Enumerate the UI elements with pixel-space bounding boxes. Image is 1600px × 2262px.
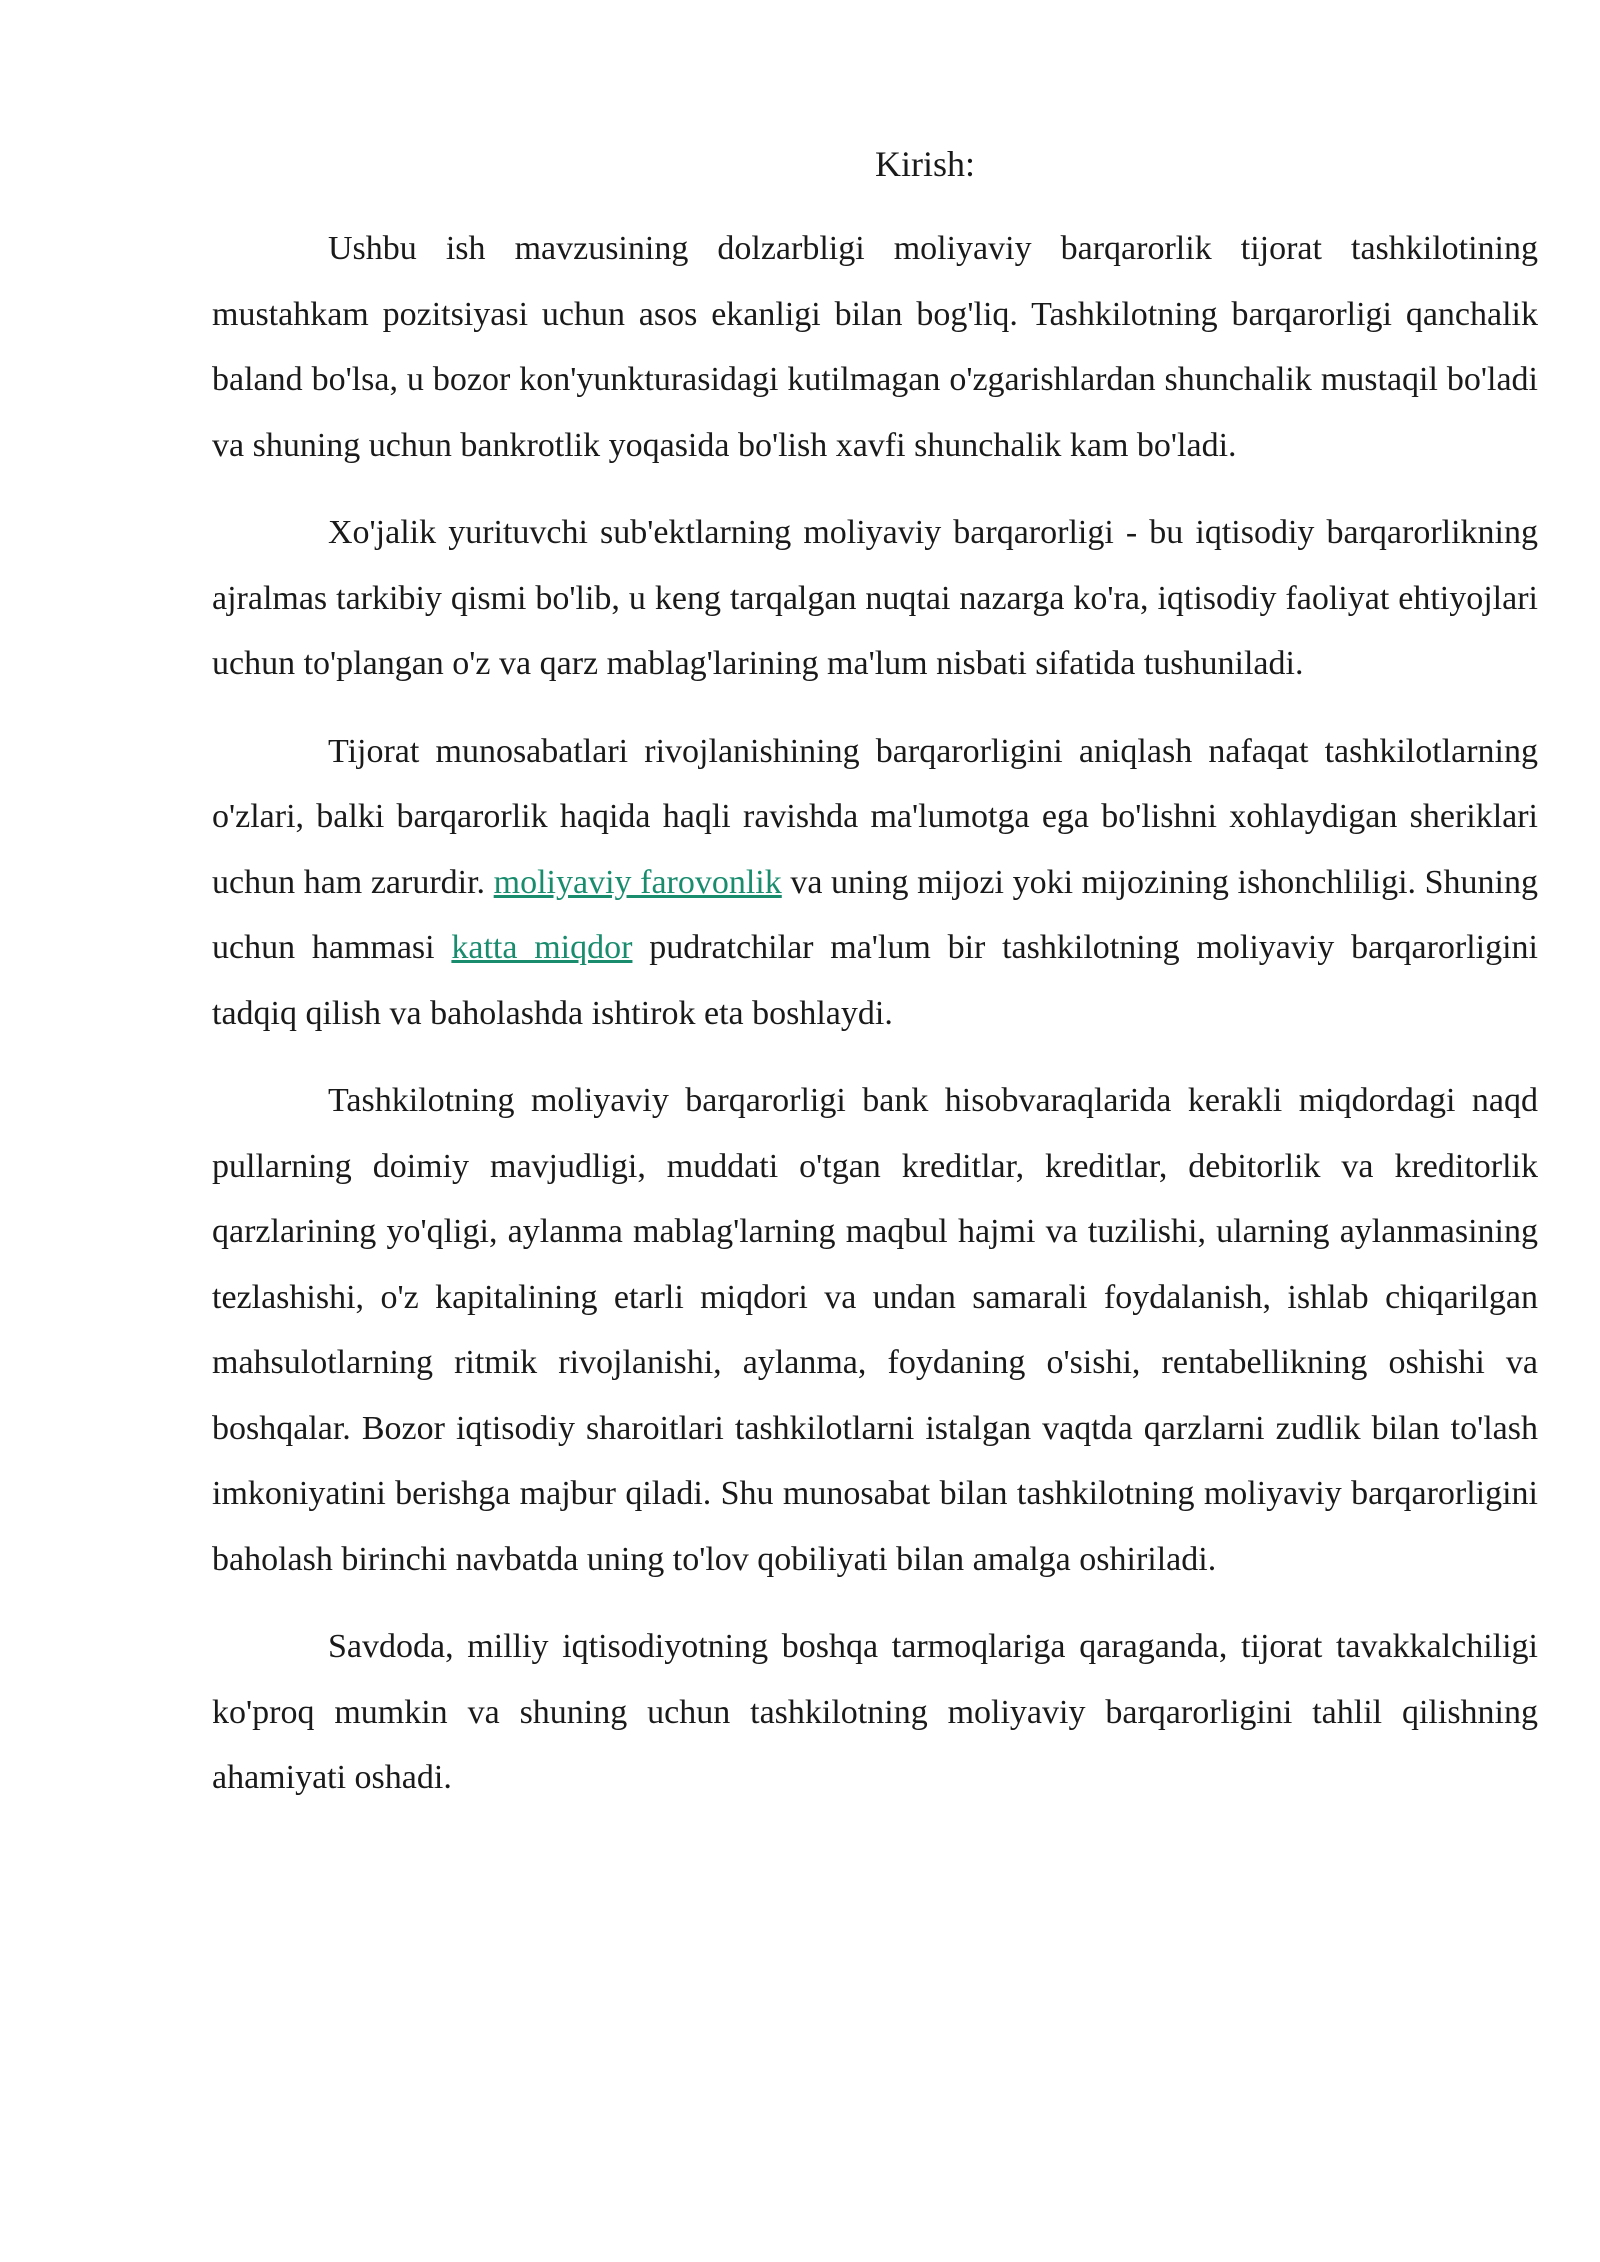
paragraph-text: Tijorat munosabatlari rivojlanishining barqarorligini aniqlash nafaqat tashkilotlarning o'zlari, balki barqarorlik haqida haqli ravishda ma'lumotga ega bo'lishni xohlaydigan sheriklari uchun ham zarurdir. [212,732,1538,901]
document-body [212,216,1538,1833]
paragraph-5 [212,1614,1538,1811]
paragraph-text: Xo'jalik yurituvchi sub'ektlarning moliyaviy barqarorligi - bu iqtisodiy barqarorlikning ajralmas tarkibiy qismi bo'lib, u keng tarqalgan nuqtai nazarga ko'ra, iqtisodiy faoliyat ehtiyojlari uchun to'plangan o'z va qarz mablag'larining ma'lum nisbati sifatida tushuniladi. [212,514,1538,682]
inline-link[interactable]: moliyaviy farovonlik [493,863,782,901]
paragraph-text: va uning mijozi yoki mijozining ishonchliligi. Shuning uchun hammasi [212,863,1538,966]
paragraph-4 [212,1068,1538,1592]
paragraph-text: pudratchilar ma'lum bir tashkilotning moliyaviy barqarorligini tadqiq qilish va baholashda ishtirok eta boshlaydi. [212,929,1539,1032]
inline-link[interactable]: katta miqdor [451,929,633,966]
paragraph-1 [212,216,1538,478]
paragraph-text: Tashkilotning moliyaviy barqarorligi bank hisobvaraqlarida kerakli miqdordagi naqd pullarning doimiy mavjudligi, muddati o'tgan kreditlar, kreditlar, debitorlik va kreditorlik qarzlarining yo'qligi, aylanma mablag'larning maqbul hajmi va tuzilishi, ularning aylanmasining tezlashishi, o'z kapitalining etarli miqdori va undan samarali foydalanish, ishlab chiqarilgan mahsulotlarning ritmik rivojlanishi, aylanma, foydaning o'sishi, rentabellikning oshishi va boshqalar. Bozor iqtisodiy sharoitlari tashkilotlarni istalgan vaqtda qarzlarni zudlik bilan to'lash imkoniyatini berishga majbur qiladi. Shu munosabat bilan tashkilotning moliyaviy barqarorligini baholash birinchi navbatda uning to'lov qobiliyati bilan amalga oshiriladi. [212,1082,1538,1578]
paragraph-2 [212,500,1538,697]
paragraph-text: Savdoda, milliy iqtisodiyotning boshqa tarmoqlariga qaraganda, tijorat tavakkalchiligi ko'proq mumkin va shuning uchun tashkilotning moliyaviy barqarorligini tahlil qilishning ahamiyati oshadi. [212,1628,1538,1796]
page-title: Kirish: [874,144,975,184]
paragraph-3 [212,719,1538,1047]
paragraph-text: Ushbu ish mavzusining dolzarbligi moliyaviy barqarorlik tijorat tashkilotining mustahkam pozitsiyasi uchun asos ekanligi bilan bog'liq. Tashkilotning barqarorligi qanchalik baland bo'lsa, u bozor kon'yunkturasidagi kutilmagan o'zgarishlardan shunchalik mustaqil bo'ladi va shuning uchun bankrotlik yoqasida bo'lish xavfi shunchalik kam bo'ladi. [212,230,1538,464]
